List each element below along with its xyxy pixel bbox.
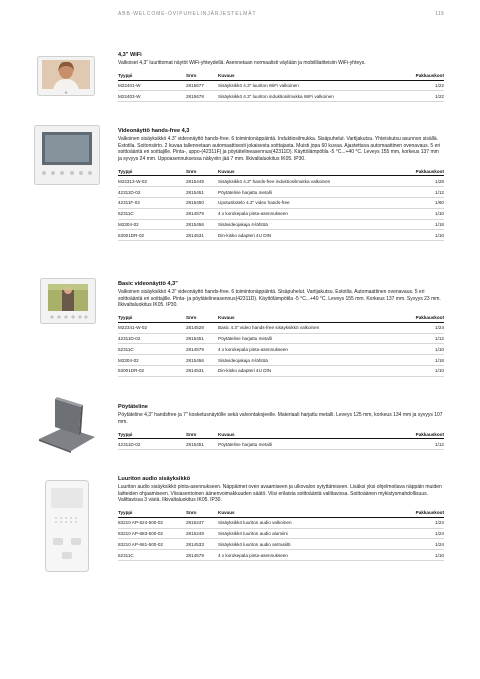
cell-pack: 1/24: [400, 539, 444, 550]
product-description: Luuriton audio sisäyksikkö pinta-asennukseen. Näppäimet oven avaamiseen ja ulkovalon sytyttämiseen. Lisäksi yksi ohjelmoitava näppäin muiden laitteiden ohjaamiseen. Viisiasentoinen äänenvoimakkuuden säätö. Viisi erilaista soittoääntä valittavissa. Soittoäänen mykistysmahdollisuus. Valittavissa 3 väriä. Ilkivaltaluokitus IK05. IP30.: [118, 484, 442, 504]
table-row: [118, 187, 444, 198]
cell-snro: 2815248: [186, 528, 218, 539]
product-section-handsfree: [118, 128, 444, 241]
column-header-snro: Snro: [186, 167, 218, 176]
cell-type: 83210 AP-624-500-02: [118, 517, 186, 528]
table-row: [118, 322, 444, 333]
cell-description: Pöytäteline harjattu metalli: [218, 187, 400, 198]
cell-type: M22403-W: [118, 91, 186, 102]
table-row: [118, 333, 444, 344]
product-title: Pöytäteline: [118, 404, 148, 410]
cell-pack: 1/12: [400, 439, 444, 450]
column-header-type: Tyyppi: [118, 430, 186, 439]
cell-pack: 1/10: [400, 344, 444, 355]
column-header-type: Tyyppi: [118, 72, 186, 81]
cell-description: Sisäyksikkö luuriton audio valkoinen: [218, 517, 400, 528]
table-row: [118, 197, 444, 208]
table-header-row: [118, 72, 444, 81]
cell-pack: 1/24: [400, 322, 444, 333]
cell-snro: 2815450: [186, 197, 218, 208]
cell-pack: 1/24: [400, 517, 444, 528]
cell-description: Basic 4.3" video hands-free sisäyksikkö valkoinen: [218, 322, 400, 333]
cell-type: M22313-W-02: [118, 176, 186, 187]
column-header-type: Tyyppi: [118, 509, 186, 518]
cell-type: 42311D-02: [118, 333, 186, 344]
product-description: Pöytäteline 4,3" handsfree ja 7" kosketusnäytölle sekä valvontakojeelle. Materiaali harjattu metalli. Leveys 125 mm, korkeus 134 mm ja syvyys 107 mm.: [118, 412, 443, 425]
table-row: [118, 550, 444, 561]
product-table: [118, 167, 444, 241]
column-header-snro: Snro: [186, 430, 218, 439]
cell-pack: 1/22: [400, 91, 444, 102]
column-header-description: Kuvaus: [218, 72, 400, 81]
table-row: [118, 219, 444, 230]
cell-description: Sisäyksikkö 4.3" luuriton WiFi valkoinen: [218, 80, 400, 91]
cell-description: Pöytäteline harjattu metalli: [218, 439, 400, 450]
cell-pack: 1/24: [400, 528, 444, 539]
table-row: [118, 230, 444, 241]
audio-unit-image: [45, 480, 89, 572]
cell-snro: 2815451: [186, 333, 218, 344]
product-title: Videonäyttö hands-free 4,3: [118, 128, 190, 134]
cell-pack: 1/10: [400, 550, 444, 561]
cell-snro: 2814579: [186, 344, 218, 355]
product-table: [118, 314, 444, 377]
cell-type: 52311C: [118, 344, 186, 355]
cell-description: Upotuskotelo 4.3" video hands-free: [218, 197, 400, 208]
cell-type: M2304-02: [118, 219, 186, 230]
table-header-row: [118, 430, 444, 439]
product-table: [118, 72, 444, 103]
cell-type: M22401-W: [118, 80, 186, 91]
cell-snro: 2815678: [186, 91, 218, 102]
column-header-description: Kuvaus: [218, 430, 400, 439]
cell-pack: 1/12: [400, 187, 444, 198]
column-header-type: Tyyppi: [118, 167, 186, 176]
table-row: [118, 439, 444, 450]
cell-type: 53001DR-02: [118, 365, 186, 376]
product-section-audio-unit: [118, 476, 444, 561]
product-title: 4,3" WiFi: [118, 52, 142, 58]
column-header-pack: Pakkauskoot: [400, 167, 444, 176]
cell-description: 4 x korokepala pinta-asennukseen: [218, 344, 400, 355]
column-header-pack: Pakkauskoot: [400, 72, 444, 81]
product-title: Luuriton audio sisäyksikkö: [118, 476, 191, 482]
cell-snro: 2814579: [186, 550, 218, 561]
cell-type: 83210 AP-681-500-02: [118, 539, 186, 550]
table-header-row: [118, 167, 444, 176]
cell-snro: 2815247: [186, 517, 218, 528]
cell-pack: 1/12: [400, 333, 444, 344]
column-header-pack: Pakkauskoot: [400, 509, 444, 518]
table-row: [118, 344, 444, 355]
product-description: Valkoinen sisäyksikkö 4.3" videonäyttö hands-free. 6 toimintonäppäintä. Sisäpuhelut. Vartijakutsu. Estotila. Automaattinen ovenavaus. 5 eri soittoääntä eri soittajille. Pinta- ja pöytätelineasennus(42311D). Käyttölämpötila -5 °C...+40 °C. Leveys 155 mm. Korkeus 137 mm. Syvyys 23 mm. Ilkivaltaluokitus IK05. IP30.: [118, 289, 441, 309]
cell-type: 42311F-02: [118, 197, 186, 208]
wifi-display-image: [37, 56, 95, 96]
column-header-snro: Snro: [186, 509, 218, 518]
cell-type: 42311D-02: [118, 187, 186, 198]
table-row: [118, 91, 444, 102]
cell-type: 52311C: [118, 550, 186, 561]
table-row: [118, 517, 444, 528]
cell-type: M2304-02: [118, 355, 186, 366]
cell-description: Pöytäteline harjattu metalli: [218, 333, 400, 344]
table-header-row: [118, 509, 444, 518]
product-section-basic: [118, 281, 444, 377]
cell-snro: 2815451: [186, 187, 218, 198]
basic-display-image: [40, 278, 96, 324]
cell-description: 4 x korokepala pinta-asennukseen: [218, 550, 400, 561]
page-number: 119: [435, 11, 444, 17]
product-description: Valkoiset 4,3" luurittomat näytöt WiFi-yhteydellä. Asennetaan normaalisti väylään ja mobiililaitteisiin WiFi-yhteys.: [118, 60, 366, 66]
product-description: Valkoinen sisäyksikkö 4.3" videonäyttö hands-free. 6 toimintonäppäintä. Induktiosilmukka. Sisäpuhelut. Vartijakutsu. Yhteiskutsu asunnon sisällä. Estotila. Soitonsiirto. 2 kuvaa tallennetaan automaattisesti jokaisesta soittajasta. Muisti jopa 60 kuvaa. Ajastettava automaattinen ovenavaus. 5 eri soittoääntä eri soittajille. Pinta-, uppo-(42311F) ja pöytätelineasennus(42311D). Käyttölämpötila -5 °C...+40 °C. Leveys 155 mm, korkeus 137 mm ja syvyys 24 mm. Uppoasennuksessa näkyviin jää 7 mm. Ilkivaltaluokitus IK05. IP30.: [118, 136, 441, 162]
cell-description: Din-kisko adapteri 4U DIN: [218, 230, 400, 241]
cell-snro: 2815456: [186, 355, 218, 366]
cell-description: Din-kisko adapteri 4U DIN: [218, 365, 400, 376]
column-header-snro: Snro: [186, 72, 218, 81]
cell-snro: 2814531: [186, 230, 218, 241]
cell-description: Sisäyksikkö 4.3" luuriton induktiosilmukka WiFi valkoinen: [218, 91, 400, 102]
cell-snro: 2814533: [186, 539, 218, 550]
handsfree-display-image: [34, 125, 100, 185]
cell-snro: 2815677: [186, 80, 218, 91]
column-header-type: Tyyppi: [118, 314, 186, 323]
table-row: [118, 365, 444, 376]
cell-pack: 1/28: [400, 176, 444, 187]
table-row: [118, 355, 444, 366]
cell-pack: 1/10: [400, 230, 444, 241]
column-header-snro: Snro: [186, 314, 218, 323]
cell-type: 52311C: [118, 208, 186, 219]
cell-description: Sisäyksikkö luuriton audio antrasiitti: [218, 539, 400, 550]
cell-snro: 2815456: [186, 219, 218, 230]
cell-pack: 1/10: [400, 208, 444, 219]
cell-snro: 2815451: [186, 439, 218, 450]
table-row: [118, 539, 444, 550]
cell-pack: 1/22: [400, 80, 444, 91]
table-header-row: [118, 314, 444, 323]
cell-description: 4 x korokepala pinta-asennukseen: [218, 208, 400, 219]
cell-snro: 2814579: [186, 208, 218, 219]
product-section-wifi: [118, 52, 444, 102]
table-row: [118, 528, 444, 539]
table-row: [118, 208, 444, 219]
cell-type: 42311D-02: [118, 439, 186, 450]
cell-snro: 2814528: [186, 322, 218, 333]
desk-stand-image: [35, 395, 97, 453]
cell-snro: 2815449: [186, 176, 218, 187]
page-header: [118, 11, 444, 17]
cell-pack: 1/10: [400, 365, 444, 376]
product-section-desk-stand: [118, 404, 444, 450]
cell-snro: 2814531: [186, 365, 218, 376]
cell-type: 83210 AP-683-500-02: [118, 528, 186, 539]
product-table: [118, 430, 444, 450]
cell-description: Sisävideojakaja 4-lähtöä: [218, 219, 400, 230]
cell-pack: 1/18: [400, 355, 444, 366]
column-header-description: Kuvaus: [218, 314, 400, 323]
cell-description: Sisäyksikkö luuriton audio alumiini: [218, 528, 400, 539]
cell-type: M22341-W-02: [118, 322, 186, 333]
column-header-pack: Pakkauskoot: [400, 314, 444, 323]
product-table: [118, 509, 444, 561]
table-row: [118, 80, 444, 91]
cell-description: Sisävideojakaja 4-lähtöä: [218, 355, 400, 366]
table-row: [118, 176, 444, 187]
column-header-description: Kuvaus: [218, 167, 400, 176]
column-header-description: Kuvaus: [218, 509, 400, 518]
product-title: Basic videonäyttö 4,3": [118, 281, 178, 287]
cell-description: Sisäyksikkö 4.3" hands-free induktiosilmukka valkoinen: [218, 176, 400, 187]
cell-pack: 1/18: [400, 219, 444, 230]
column-header-pack: Pakkauskoot: [400, 430, 444, 439]
cell-type: 53001DR-02: [118, 230, 186, 241]
header-title: ABB-WELCOME-OVIPUHELINJÄRJESTELMÄT: [118, 11, 257, 17]
cell-pack: 1/60: [400, 197, 444, 208]
